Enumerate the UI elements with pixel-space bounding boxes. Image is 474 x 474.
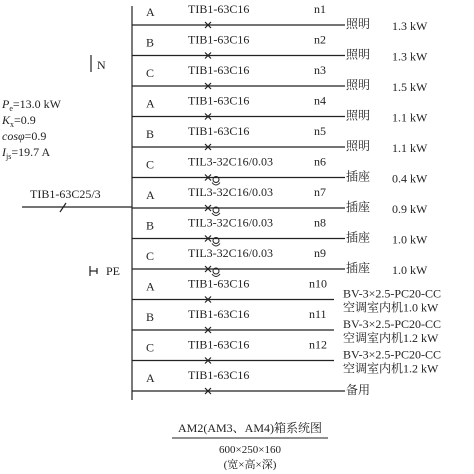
caption-dimensions-note: (宽×高×深)	[223, 459, 277, 471]
load-power: 0.4 kW	[392, 171, 428, 186]
circuit-row	[132, 63, 428, 94]
load-parameters	[1, 97, 62, 161]
load-label: 备用	[346, 383, 371, 397]
breaker-label: TIB1-63C16	[188, 368, 250, 382]
breaker-label: TIB1-63C16	[188, 276, 250, 291]
load-label: 插座	[346, 169, 371, 184]
phase-label: C	[146, 157, 155, 172]
breaker-label: TIL3-32C16/0.03	[188, 215, 273, 230]
circuit-id: n3	[314, 63, 326, 77]
breaker-label: TIB1-63C16	[188, 32, 250, 47]
load-power: 1.0 kW	[392, 232, 428, 247]
load-label: 照明	[346, 108, 371, 123]
circuit-row	[132, 277, 441, 315]
load-power: 1.5 kW	[392, 80, 428, 94]
diagram-caption	[172, 420, 328, 471]
breaker-label: TIB1-63C16	[188, 307, 250, 321]
load-label: 照明	[346, 139, 371, 153]
phase-label: A	[146, 5, 155, 19]
pe-label: PE	[106, 264, 121, 278]
load-label: 照明	[346, 47, 371, 62]
circuit-row	[132, 368, 370, 397]
load-power: 空调室内机1.2 kW	[343, 331, 439, 345]
phase-label: B	[146, 310, 155, 324]
breaker-label: TIB1-63C16	[188, 337, 250, 352]
breaker-label: TIB1-63C16	[188, 2, 250, 16]
circuit-row	[132, 155, 428, 186]
load-power: 1.3 kW	[392, 19, 428, 33]
phase-label: B	[146, 127, 155, 141]
circuit-row	[132, 216, 428, 247]
phase-label: A	[146, 188, 155, 202]
circuit-id: n12	[309, 337, 327, 352]
phase-label: C	[146, 249, 155, 263]
breaker-label: TIL3-32C16/0.03	[188, 246, 273, 260]
load-power: 1.3 kW	[392, 49, 428, 64]
circuit-id: n11	[309, 307, 327, 321]
parameter-line: $P_e=13.0$ kW	[2, 97, 61, 113]
load-label: 插座	[346, 230, 371, 245]
circuit-id: n9	[314, 246, 326, 260]
phase-label: A	[146, 371, 155, 385]
circuit-id: n6	[314, 154, 326, 169]
phase-label: B	[146, 218, 155, 233]
load-label: 照明	[346, 17, 371, 31]
load-label: BV-3×2.5-PC20-CC	[343, 347, 442, 362]
circuit-id: n4	[314, 93, 326, 108]
breaker-label: TIB1-63C16	[188, 124, 250, 138]
load-power: 1.1 kW	[392, 110, 428, 125]
load-power: 1.1 kW	[392, 141, 428, 155]
load-label: 插座	[346, 261, 371, 275]
load-power: 空调室内机1.2 kW	[343, 361, 439, 376]
main-breaker-label: TIB1-63C25/3	[30, 187, 101, 201]
load-label: BV-3×2.5-PC20-CC	[343, 286, 442, 301]
phase-label: C	[146, 66, 155, 80]
load-label: 插座	[346, 200, 371, 214]
load-label: BV-3×2.5-PC20-CC	[343, 317, 442, 331]
load-power: 1.0 kW	[392, 263, 428, 277]
pe-marker	[90, 264, 120, 278]
circuit-row	[132, 94, 428, 125]
caption-title: AM2(AM3、AM4)箱系统图	[177, 421, 323, 435]
circuit-id: n2	[314, 32, 326, 47]
parameter-line: cosφ=0.9	[2, 129, 47, 143]
breaker-label: TIB1-63C16	[188, 63, 250, 77]
neutral-label: N	[97, 58, 106, 72]
circuit-id: n1	[314, 2, 326, 16]
phase-label: B	[146, 35, 155, 50]
circuit-row	[132, 33, 428, 64]
circuit-id: n8	[314, 215, 326, 230]
caption-dimensions: 600×250×160	[219, 444, 281, 456]
load-label: 照明	[346, 78, 371, 92]
parameter-line: $I_{js}=19.7$ A	[2, 145, 51, 161]
parameter-line: $K_x=0.9$	[2, 113, 36, 129]
phase-label: C	[146, 340, 155, 355]
circuit-row	[132, 246, 428, 277]
incoming-feeder	[22, 187, 132, 212]
breaker-label: TIL3-32C16/0.03	[188, 185, 273, 199]
breaker-label: TIL3-32C16/0.03	[188, 154, 273, 169]
circuit-id: n10	[309, 276, 327, 291]
phase-label: A	[146, 96, 155, 111]
neutral-marker	[91, 55, 106, 72]
circuit-row	[132, 124, 428, 155]
load-power: 0.9 kW	[392, 202, 428, 216]
circuit-list	[132, 2, 441, 397]
circuit-row	[132, 185, 428, 216]
phase-label: A	[146, 279, 155, 294]
breaker-label: TIB1-63C16	[188, 93, 250, 108]
load-power: 空调室内机1.0 kW	[343, 300, 439, 315]
circuit-row	[132, 2, 428, 33]
circuit-id: n7	[314, 185, 326, 199]
circuit-id: n5	[314, 124, 326, 138]
